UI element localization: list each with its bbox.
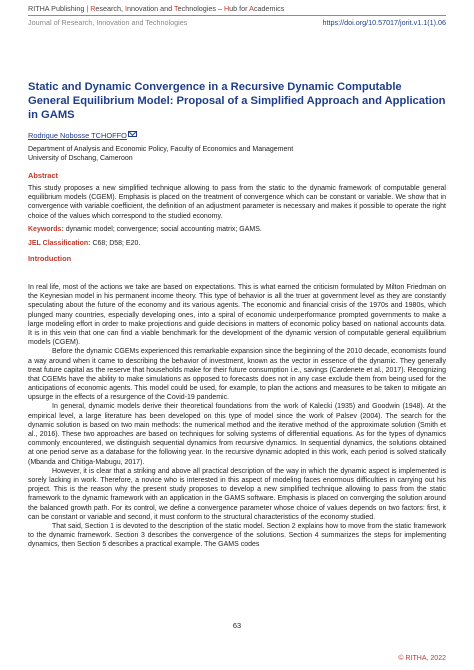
publisher-initial-t: T <box>174 4 178 13</box>
email-icon[interactable] <box>128 131 137 137</box>
journal-name: Journal of Research, Innovation and Technologies <box>28 18 188 27</box>
keywords-text: dynamic model; convergence; social accounting matrix; GAMS. <box>63 226 262 233</box>
publisher-brand: RITHA Publishing <box>28 4 85 13</box>
body-text <box>28 283 446 549</box>
publisher-seg-hub: ub for <box>229 4 250 13</box>
jel-line <box>28 240 140 247</box>
publisher-initial-r: R <box>90 4 96 13</box>
page-number: 63 <box>232 621 242 630</box>
keywords-line <box>28 226 262 233</box>
affiliation-university: University of Dschang, Cameroon <box>28 155 133 162</box>
header-rule <box>28 15 446 16</box>
publisher-initial-h: H <box>223 4 230 13</box>
publisher-seg-technologies: echnologies – <box>177 4 224 13</box>
doi-link[interactable]: https://doi.org/10.57017/jorit.v1.1(1).06 <box>322 18 446 27</box>
keywords-label: Keywords: <box>28 226 64 233</box>
copyright-footer: © RITHA, 2022 <box>398 655 446 662</box>
paragraph-3: In general, dynamic models derive their theoretical foundations from the work of Kalecki (1935) and Goodwin (1948). At the empirical level, a large literature has been developed on this type of model since the work of Palsev (2004). The search for the dynamic solution is based on two main methods: the numerical method and the iterative method of the approximate solution (Smith et al., 2016). These two approaches are based on techniques for solving systems of differential equations. As for the types of dynamics commonly encountered, we distinguish sequential dynamics from recursive dynamics. In sequential dynamics, the solutions obtained at one period serve as a database for the following year. In the recursive dynamic adopted in this work, each period is solved statically (Mbanda and Chitiga-Mabugu, 2017). <box>28 403 446 466</box>
journal-line <box>28 18 446 27</box>
introduction-heading: Introduction <box>28 254 72 263</box>
publisher-pipe: | <box>86 4 89 13</box>
publisher-seg-innovation: nnovation and <box>126 4 175 13</box>
affiliation-department: Department of Analysis and Economic Policy, Faculty of Economics and Management <box>28 146 294 153</box>
jel-text: C68; D58; E20. <box>90 240 141 247</box>
publisher-seg-research: esearch, <box>95 4 125 13</box>
publisher-initial-a: A <box>249 4 254 13</box>
publisher-initial-i: I <box>124 4 127 13</box>
jel-label: JEL Classification: <box>28 240 91 247</box>
running-header <box>28 4 446 27</box>
paragraph-2: Before the dynamic CGEMs experienced this remarkable expansion since the beginning of the 2010 decade, economists found a way around when it came to describing the behavior of investment, known as the vector in essence of the dynamic. They generally treat future capital as the reserve that households make for their future consumption i.e., savings (Cardenete et al., 2017). Recognizing that CGEMs have the ability to make simulations as opposed to forecasts does not in any case exclude them from being used for the anticipations of economic agents. This model could be used, for example, to plan the actions and measures to be taken to mitigate an upsurge in the effects of a resurgence of the Covid-19 pandemic. <box>28 348 446 402</box>
author-name[interactable]: Rodrigue Nobosse TCHOFFO <box>28 131 127 140</box>
author-line <box>28 131 137 140</box>
paragraph-1: In real life, most of the actions we take are based on expectations. This is what earned the criticism formulated by Milton Friedman on the Keynesian model in his permanent income theory. This type of behavior is all the truer at government level as they are constantly speculating about the future of the economy and its various agents. The economic and financial crisis of the 1970s and 1980s, which plunged many countries, especially developing ones, into a spiral of economic underperformance prompted governments to make a large modeling effort in order to make projections and guide decisions in matters of economic policy based on national accounts data. It is in this vein that one can find a viable benchmark for the development of the dynamic version of computable general equilibrium models (CGEM). <box>28 284 446 347</box>
abstract-text: This study proposes a new simplified technique allowing to pass from the static to the dynamic framework of computable general equilibrium models (CGEM). Emphasis is placed on the treatment of convergence which can be constant or variable. We show that in convergence with variable coefficient, the definition of an adjustment parameter is necessary and makes it possible to operate the right choice of the values which correspond to the studied economy. <box>28 185 446 220</box>
abstract-heading: Abstract <box>28 171 58 180</box>
publisher-line <box>28 4 446 13</box>
article-title: Static and Dynamic Convergence in a Recursive Dynamic Computable General Equilibrium Model: Proposal of a Simplified Approach and Application in GAMS <box>28 81 446 121</box>
affiliation <box>28 145 293 163</box>
paragraph-4: However, it is clear that a striking and above all practical description of the way in which the dynamic aspect is implemented is sorely lacking in work. Therefore, a novice who is interested in this aspect of modeling faces enormous difficulties in carrying out his project. This is the reason why the present study proposes to develop a new simplified technique allowing to pass from the static framework to the dynamic framework with an application in the GAMS software. Emphasis is placed on converging the solution around the balanced growth path. For its control, we define a convergence parameter whose choice of values depends on two factors: first, it can be constant or variable and second, it must conform to the structural characteristics of the economy studied. <box>28 467 446 521</box>
publisher-seg-academics: cademics <box>253 4 285 13</box>
paragraph-5: That said, Section 1 is devoted to the description of the static model. Section 2 explains how to move from the static framework to the dynamic framework. Section 3 describes the convergence of the solutions. Section 4 summarizes the steps for implementing dynamics, then Section 5 describes a practical example. The GAMS codes <box>28 522 446 549</box>
